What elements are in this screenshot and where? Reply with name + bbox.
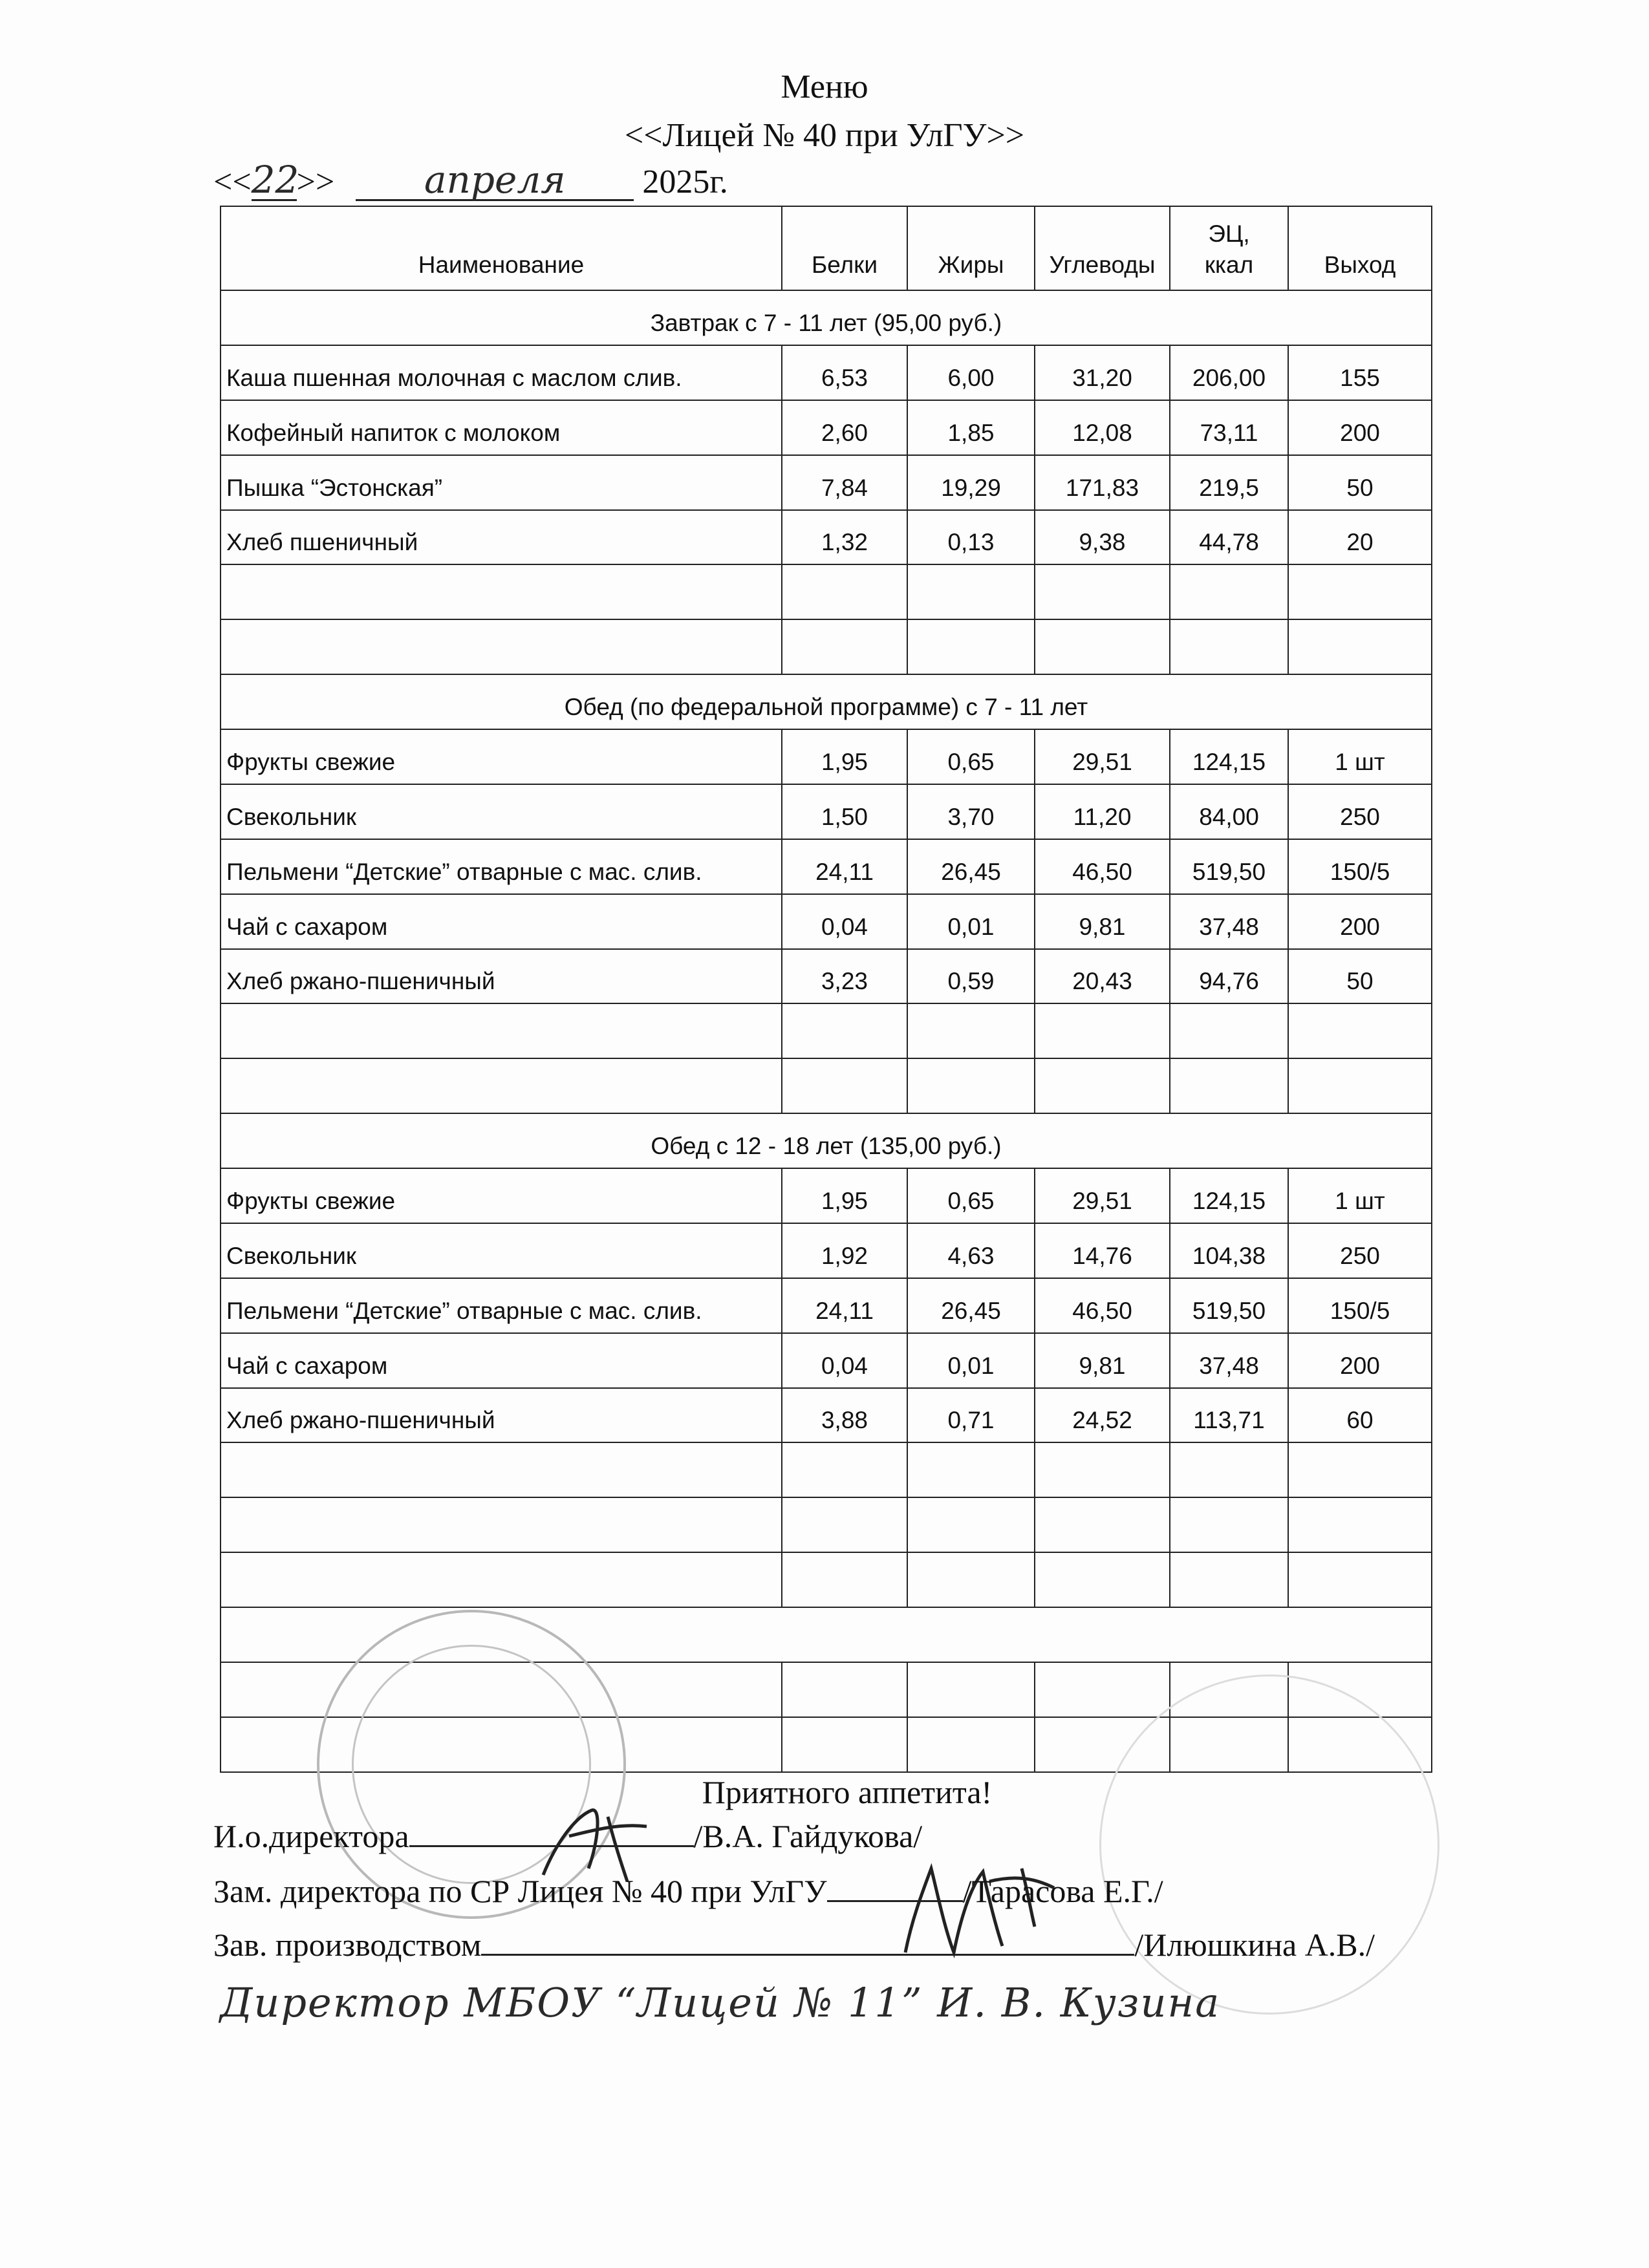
nutrition-value: 60 — [1288, 1388, 1432, 1443]
director-name: /В.А. Гайдукова/ — [693, 1818, 923, 1854]
nutrition-value: 3,23 — [782, 949, 907, 1004]
empty-cell — [1035, 1442, 1170, 1497]
column-header: Белки — [782, 206, 907, 290]
dish-name: Пельмени “Детские” отварные с мас. слив. — [221, 1278, 782, 1333]
date-open-quote: << — [213, 164, 252, 200]
menu-table — [220, 206, 1432, 1773]
empty-cell — [1170, 1058, 1288, 1113]
empty-cell — [221, 1497, 782, 1552]
table-row — [221, 1168, 1432, 1223]
dish-name: Хлеб ржано-пшеничный — [221, 1388, 782, 1443]
nutrition-value: 219,5 — [1170, 455, 1288, 510]
nutrition-value: 9,81 — [1035, 1333, 1170, 1388]
empty-cell — [1288, 619, 1432, 674]
director-role: И.о.директора — [213, 1818, 409, 1854]
signature-line-director — [213, 1817, 922, 1856]
dish-name: Фрукты свежие — [221, 1168, 782, 1223]
production-role: Зав. производством — [213, 1927, 482, 1963]
nutrition-value: 0,65 — [907, 729, 1035, 784]
empty-cell — [1170, 1003, 1288, 1058]
signature-blank — [409, 1817, 694, 1847]
signature-line-production — [213, 1925, 1375, 1964]
empty-cell — [1035, 1662, 1170, 1717]
empty-cell — [221, 1662, 782, 1717]
table-row — [221, 1223, 1432, 1278]
empty-cell — [1288, 1442, 1432, 1497]
empty-cell — [1288, 1552, 1432, 1607]
empty-cell — [221, 1607, 1432, 1662]
empty-cell — [1035, 1552, 1170, 1607]
nutrition-value: 200 — [1288, 1333, 1432, 1388]
nutrition-value: 4,63 — [907, 1223, 1035, 1278]
empty-cell — [1035, 1717, 1170, 1772]
nutrition-value: 171,83 — [1035, 455, 1170, 510]
date-month: апреля — [356, 160, 634, 201]
empty-cell — [1035, 564, 1170, 619]
column-header: Углеводы — [1035, 206, 1170, 290]
document-title: Меню — [781, 69, 868, 105]
nutrition-value: 1,95 — [782, 729, 907, 784]
nutrition-value: 1,92 — [782, 1223, 907, 1278]
nutrition-value: 29,51 — [1035, 1168, 1170, 1223]
empty-row — [221, 1717, 1432, 1772]
date-day: 22 — [251, 158, 299, 202]
nutrition-value: 29,51 — [1035, 729, 1170, 784]
empty-cell — [907, 1717, 1035, 1772]
empty-cell — [221, 1717, 782, 1772]
empty-cell — [1170, 1497, 1288, 1552]
empty-cell — [221, 1552, 782, 1607]
empty-cell — [1035, 1003, 1170, 1058]
empty-row — [221, 1662, 1432, 1717]
section-row — [221, 674, 1432, 729]
nutrition-value: 250 — [1288, 784, 1432, 839]
empty-cell — [907, 564, 1035, 619]
nutrition-value: 73,11 — [1170, 400, 1288, 455]
empty-cell — [1035, 619, 1170, 674]
dish-name: Свекольник — [221, 1223, 782, 1278]
nutrition-value: 124,15 — [1170, 729, 1288, 784]
empty-cell — [907, 1003, 1035, 1058]
dish-name: Чай с сахаром — [221, 1333, 782, 1388]
table-row — [221, 510, 1432, 565]
nutrition-value: 24,11 — [782, 839, 907, 894]
empty-cell — [782, 1003, 907, 1058]
empty-cell — [1288, 564, 1432, 619]
nutrition-value: 3,70 — [907, 784, 1035, 839]
nutrition-value: 1,85 — [907, 400, 1035, 455]
table-row — [221, 455, 1432, 510]
dish-name: Каша пшенная молочная с маслом слив. — [221, 345, 782, 400]
school-name: <<Лицей № 40 при УлГУ>> — [624, 117, 1025, 154]
nutrition-value: 84,00 — [1170, 784, 1288, 839]
empty-cell — [221, 1058, 782, 1113]
nutrition-value: 9,38 — [1035, 510, 1170, 565]
empty-row — [221, 619, 1432, 674]
nutrition-value: 19,29 — [907, 455, 1035, 510]
signature-blank — [481, 1925, 1134, 1956]
empty-row — [221, 564, 1432, 619]
nutrition-value: 11,20 — [1035, 784, 1170, 839]
table-row — [221, 949, 1432, 1004]
empty-cell — [782, 1442, 907, 1497]
column-header: Жиры — [907, 206, 1035, 290]
table-row — [221, 729, 1432, 784]
empty-cell — [1170, 619, 1288, 674]
empty-cell — [1288, 1717, 1432, 1772]
nutrition-value: 1,32 — [782, 510, 907, 565]
nutrition-value: 150/5 — [1288, 1278, 1432, 1333]
empty-cell — [782, 1662, 907, 1717]
nutrition-value: 0,04 — [782, 894, 907, 949]
nutrition-value: 24,52 — [1035, 1388, 1170, 1443]
empty-cell — [1035, 1058, 1170, 1113]
table-header-row — [221, 206, 1432, 290]
empty-row — [221, 1442, 1432, 1497]
nutrition-value: 150/5 — [1288, 839, 1432, 894]
nutrition-value: 519,50 — [1170, 839, 1288, 894]
nutrition-value: 1 шт — [1288, 1168, 1432, 1223]
table-row — [221, 400, 1432, 455]
date-year: 2025г. — [642, 164, 728, 200]
empty-cell — [1170, 564, 1288, 619]
nutrition-value: 0,01 — [907, 1333, 1035, 1388]
dish-name: Пельмени “Детские” отварные с мас. слив. — [221, 839, 782, 894]
empty-cell — [1170, 1717, 1288, 1772]
empty-cell — [1170, 1552, 1288, 1607]
table-row — [221, 1278, 1432, 1333]
empty-cell — [221, 619, 782, 674]
empty-row — [221, 1058, 1432, 1113]
nutrition-value: 104,38 — [1170, 1223, 1288, 1278]
empty-cell — [1288, 1497, 1432, 1552]
empty-cell — [1288, 1003, 1432, 1058]
section-row — [221, 1113, 1432, 1168]
empty-cell — [782, 1552, 907, 1607]
nutrition-value: 1,95 — [782, 1168, 907, 1223]
empty-cell — [1170, 1442, 1288, 1497]
empty-cell — [221, 1442, 782, 1497]
nutrition-value: 14,76 — [1035, 1223, 1170, 1278]
empty-row — [221, 1003, 1432, 1058]
deputy-role: Зам. директора по СР Лицея № 40 при УлГУ — [213, 1873, 827, 1909]
section-title: Обед с 12 - 18 лет (135,00 руб.) — [221, 1113, 1432, 1168]
nutrition-value: 3,88 — [782, 1388, 907, 1443]
empty-cell — [907, 1497, 1035, 1552]
empty-row — [221, 1607, 1432, 1662]
table-row — [221, 1388, 1432, 1443]
nutrition-value: 50 — [1288, 949, 1432, 1004]
empty-row — [221, 1497, 1432, 1552]
column-header: Выход — [1288, 206, 1432, 290]
nutrition-value: 0,65 — [907, 1168, 1035, 1223]
empty-cell — [907, 1662, 1035, 1717]
nutrition-value: 519,50 — [1170, 1278, 1288, 1333]
table-row — [221, 1333, 1432, 1388]
nutrition-value: 9,81 — [1035, 894, 1170, 949]
nutrition-value: 37,48 — [1170, 894, 1288, 949]
nutrition-value: 155 — [1288, 345, 1432, 400]
date-close-quote: >> — [296, 164, 335, 200]
nutrition-value: 1,50 — [782, 784, 907, 839]
empty-cell — [907, 1442, 1035, 1497]
nutrition-value: 31,20 — [1035, 345, 1170, 400]
empty-cell — [1035, 1497, 1170, 1552]
column-header: Наименование — [221, 206, 782, 290]
nutrition-value: 206,00 — [1170, 345, 1288, 400]
nutrition-value: 6,00 — [907, 345, 1035, 400]
production-name: /Илюшкина А.В./ — [1134, 1927, 1375, 1963]
empty-cell — [782, 1497, 907, 1552]
handwritten-approval: Директор МБОУ “Лицей № 11” И. В. Кузина — [220, 1979, 1221, 2026]
nutrition-value: 1 шт — [1288, 729, 1432, 784]
nutrition-value: 200 — [1288, 894, 1432, 949]
empty-cell — [1288, 1058, 1432, 1113]
signature-blank — [827, 1872, 963, 1902]
nutrition-value: 12,08 — [1035, 400, 1170, 455]
empty-cell — [782, 564, 907, 619]
nutrition-value: 113,71 — [1170, 1388, 1288, 1443]
dish-name: Хлеб пшеничный — [221, 510, 782, 565]
dish-name: Кофейный напиток с молоком — [221, 400, 782, 455]
empty-cell — [221, 1003, 782, 1058]
dish-name: Фрукты свежие — [221, 729, 782, 784]
nutrition-value: 6,53 — [782, 345, 907, 400]
nutrition-value: 0,13 — [907, 510, 1035, 565]
empty-cell — [782, 1058, 907, 1113]
nutrition-value: 20,43 — [1035, 949, 1170, 1004]
dish-name: Свекольник — [221, 784, 782, 839]
empty-cell — [782, 1717, 907, 1772]
empty-cell — [1288, 1662, 1432, 1717]
nutrition-value: 250 — [1288, 1223, 1432, 1278]
empty-cell — [782, 619, 907, 674]
empty-cell — [1170, 1662, 1288, 1717]
empty-cell — [907, 619, 1035, 674]
table-row — [221, 894, 1432, 949]
menu-date — [213, 160, 728, 202]
nutrition-value: 94,76 — [1170, 949, 1288, 1004]
dish-name: Пышка “Эстонская” — [221, 455, 782, 510]
nutrition-value: 124,15 — [1170, 1168, 1288, 1223]
section-title: Обед (по федеральной программе) с 7 - 11 лет — [221, 674, 1432, 729]
dish-name: Чай с сахаром — [221, 894, 782, 949]
section-row — [221, 290, 1432, 345]
empty-row — [221, 1552, 1432, 1607]
nutrition-value: 0,01 — [907, 894, 1035, 949]
empty-cell — [907, 1552, 1035, 1607]
nutrition-value: 0,71 — [907, 1388, 1035, 1443]
empty-cell — [221, 564, 782, 619]
nutrition-value: 44,78 — [1170, 510, 1288, 565]
section-title: Завтрак с 7 - 11 лет (95,00 руб.) — [221, 290, 1432, 345]
table-row — [221, 345, 1432, 400]
empty-cell — [907, 1058, 1035, 1113]
table-row — [221, 839, 1432, 894]
table-body — [221, 290, 1432, 1772]
nutrition-value: 20 — [1288, 510, 1432, 565]
nutrition-value: 26,45 — [907, 1278, 1035, 1333]
bon-appetit: Приятного аппетита! — [702, 1774, 993, 1810]
nutrition-value: 200 — [1288, 400, 1432, 455]
column-header: ЭЦ, ккал — [1170, 206, 1288, 290]
nutrition-value: 7,84 — [782, 455, 907, 510]
signature-line-deputy — [213, 1872, 1163, 1910]
nutrition-value: 46,50 — [1035, 1278, 1170, 1333]
nutrition-value: 46,50 — [1035, 839, 1170, 894]
nutrition-value: 24,11 — [782, 1278, 907, 1333]
dish-name: Хлеб ржано-пшеничный — [221, 949, 782, 1004]
deputy-name: /Тарасова Е.Г./ — [962, 1873, 1163, 1909]
nutrition-value: 0,04 — [782, 1333, 907, 1388]
nutrition-value: 26,45 — [907, 839, 1035, 894]
table-row — [221, 784, 1432, 839]
nutrition-value: 2,60 — [782, 400, 907, 455]
nutrition-value: 37,48 — [1170, 1333, 1288, 1388]
nutrition-value: 0,59 — [907, 949, 1035, 1004]
nutrition-value: 50 — [1288, 455, 1432, 510]
